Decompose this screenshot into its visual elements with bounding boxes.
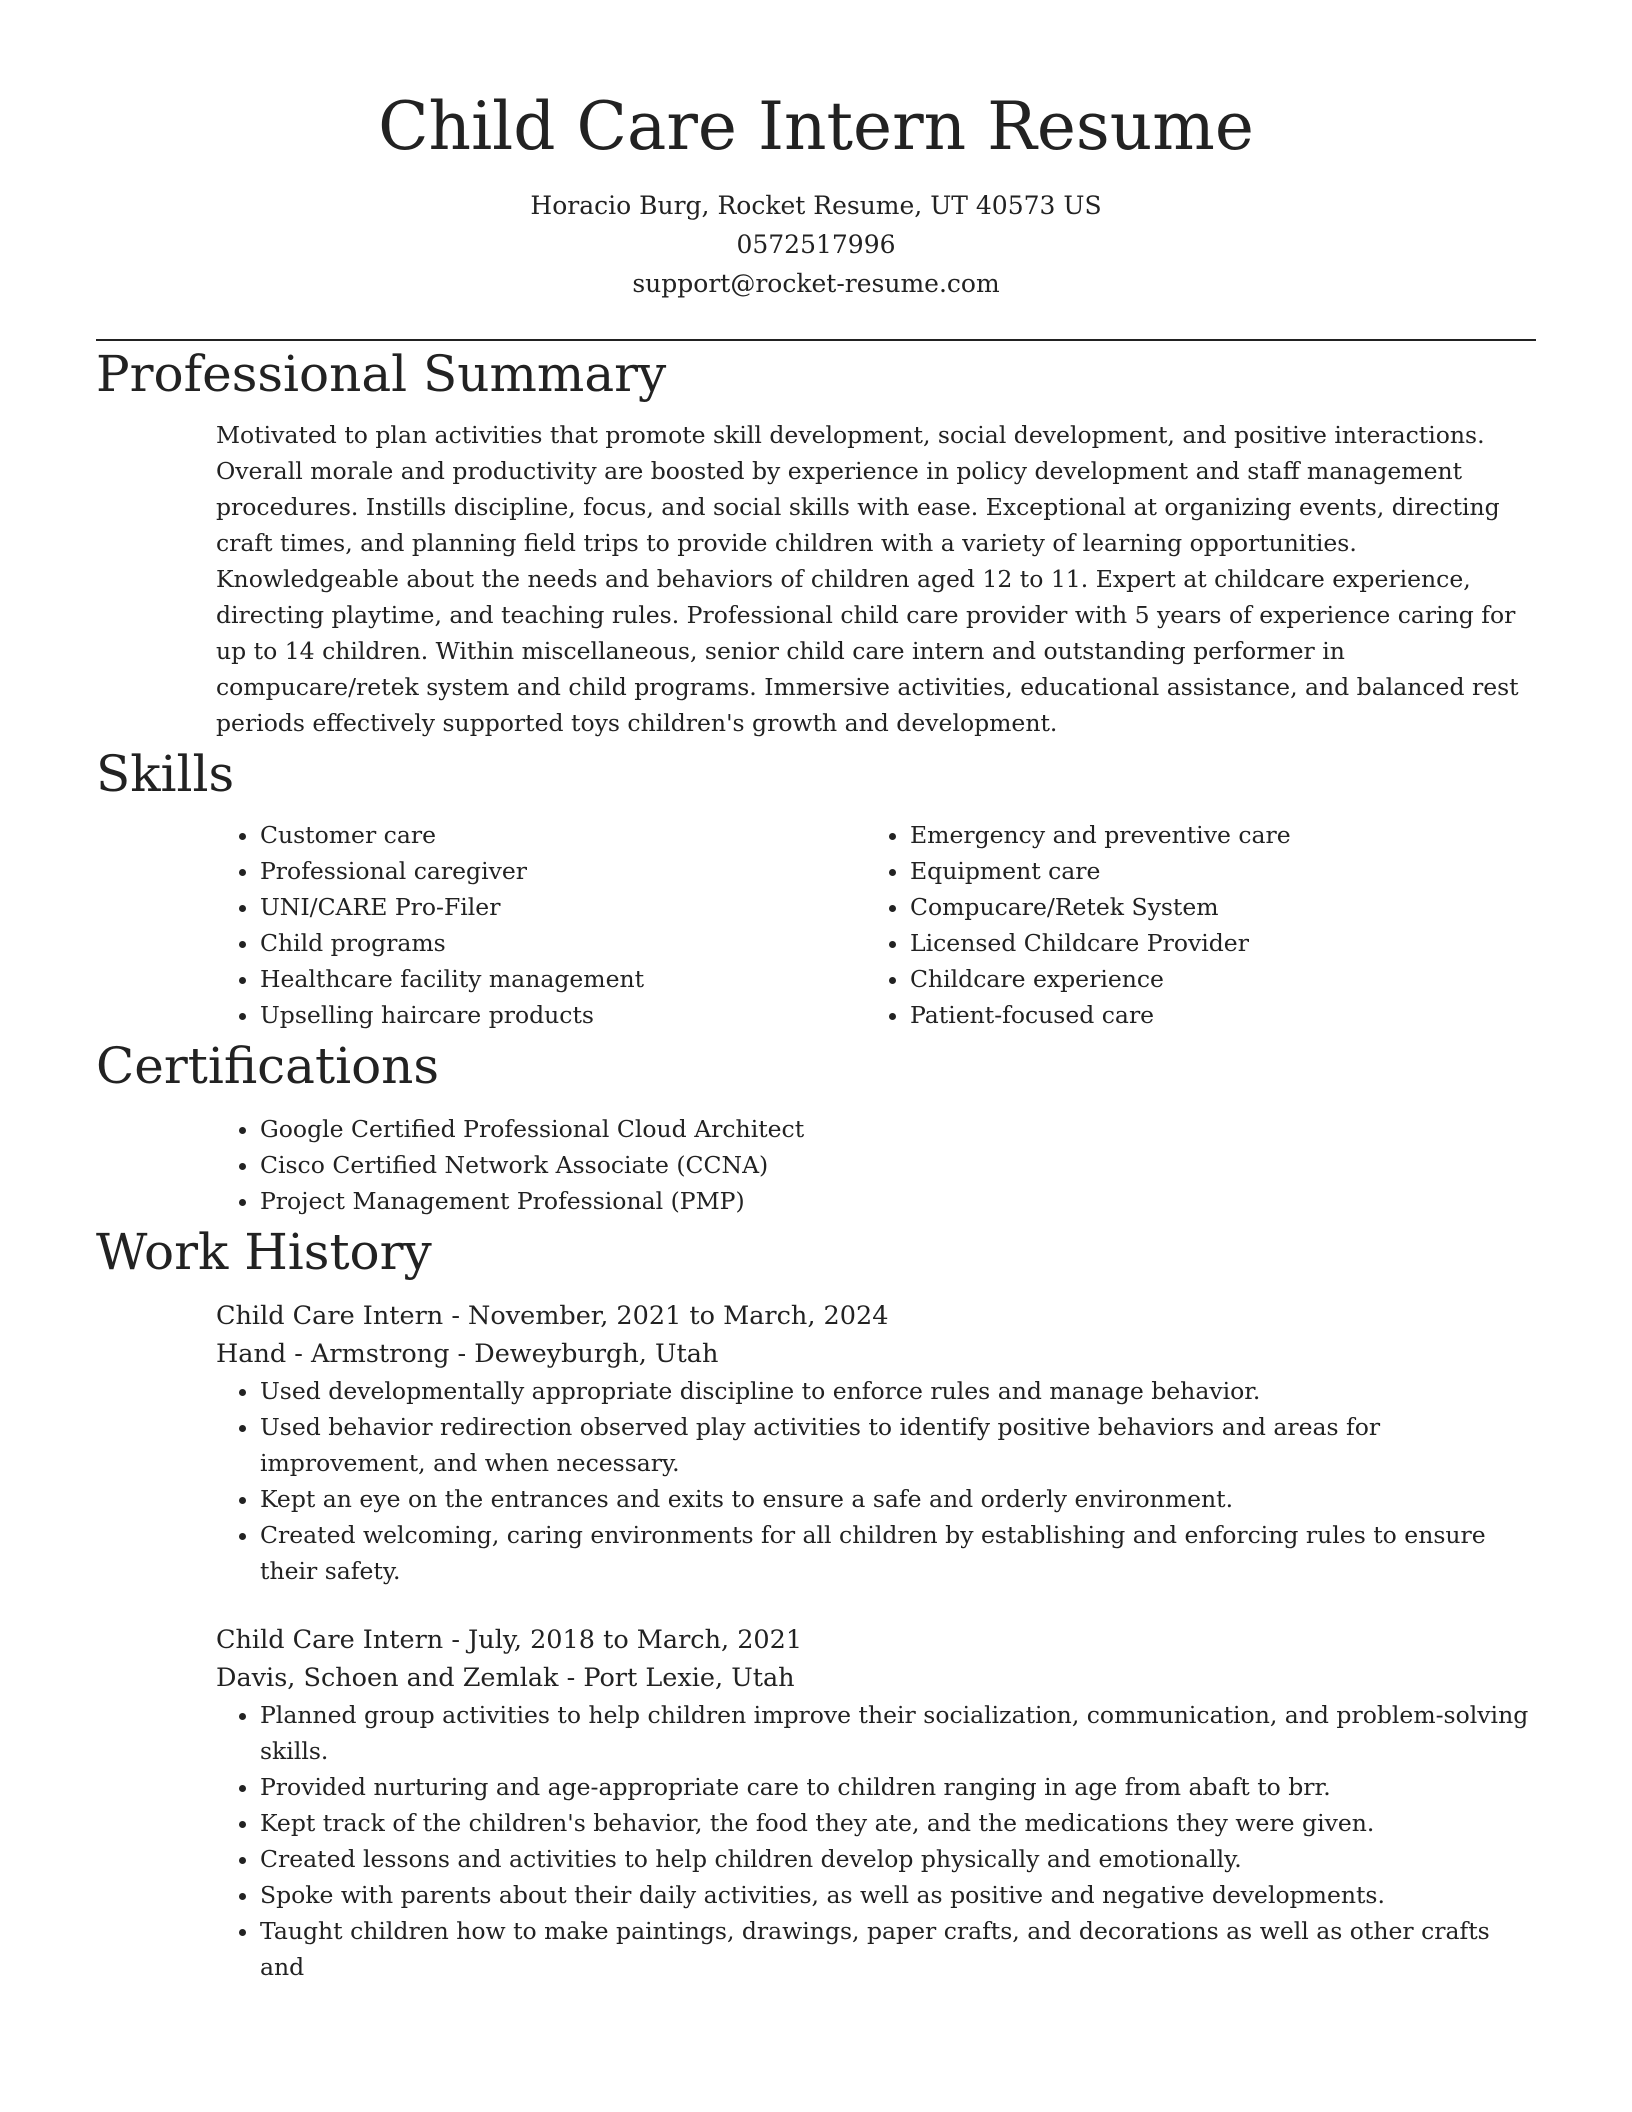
contact-email: support@rocket-resume.com <box>632 269 1000 298</box>
job-bullets <box>216 1373 1536 1589</box>
skill-item: • Compucare/Retek System <box>910 889 1516 925</box>
skills-column-right <box>866 817 1516 1033</box>
job-bullet: • Spoke with parents about their daily activities, as well as positive and negative developments. <box>260 1877 1536 1913</box>
skill-item: • Healthcare facility management <box>260 961 866 997</box>
job-title: Child Care Intern - November, 2021 to March, 2024 <box>216 1301 889 1331</box>
job-bullet: • Kept an eye on the entrances and exits to ensure a safe and orderly environment. <box>260 1481 1536 1517</box>
certification-item: • Project Management Professional (PMP) <box>260 1183 1536 1219</box>
summary-heading: Professional Summary <box>96 345 667 403</box>
skill-item: • Equipment care <box>910 853 1516 889</box>
certification-item: • Google Certified Professional Cloud Architect <box>260 1111 1536 1147</box>
job-bullet: • Created welcoming, caring environments for all children by establishing and enforcing rules to ensure their safety. <box>260 1517 1536 1589</box>
contact-address: Horacio Burg, Rocket Resume, UT 40573 US <box>530 191 1102 220</box>
skill-item: • UNI/CARE Pro-Filer <box>260 889 866 925</box>
resume-page <box>96 0 1536 1985</box>
skills-list <box>216 817 1536 1033</box>
job-company: Hand - Armstrong - Deweyburgh, Utah <box>216 1339 719 1369</box>
job-bullet: • Kept track of the children's behavior, the food they ate, and the medications they were given. <box>260 1805 1536 1841</box>
job-bullet: • Planned group activities to help children improve their socialization, communication, and problem-solving skills. <box>260 1697 1536 1769</box>
skill-item: • Licensed Childcare Provider <box>910 925 1516 961</box>
job-bullet: • Taught children how to make paintings, drawings, paper crafts, and decorations as well as other crafts and <box>260 1913 1536 1985</box>
work-history-heading: Work History <box>96 1223 432 1281</box>
job-bullets <box>216 1697 1536 1985</box>
job-entry <box>216 1297 1536 1589</box>
skill-item: • Childcare experience <box>910 961 1516 997</box>
skill-item: • Emergency and preventive care <box>910 817 1516 853</box>
job-title: Child Care Intern - July, 2018 to March, 2021 <box>216 1625 803 1655</box>
skill-item: • Patient-focused care <box>910 997 1516 1033</box>
certifications-heading: Certifications <box>96 1037 440 1095</box>
certifications-list <box>216 1111 1536 1219</box>
contact-phone: 0572517996 <box>736 230 896 259</box>
skills-heading: Skills <box>96 745 235 803</box>
job-bullet: • Used developmentally appropriate discipline to enforce rules and manage behavior. <box>260 1373 1536 1409</box>
job-bullet: • Created lessons and activities to help children develop physically and emotionally. <box>260 1841 1536 1877</box>
skill-item: • Upselling haircare products <box>260 997 866 1033</box>
skills-column-left <box>216 817 866 1033</box>
job-bullet: • Provided nurturing and age-appropriate care to children ranging in age from abaft to brr. <box>260 1769 1536 1805</box>
job-entry <box>216 1621 1536 1985</box>
summary-text: Motivated to plan activities that promote skill development, social development, and positive interactions. Overall morale and productivity are boosted by experience in policy development and staff management procedures. Instills discipline, focus, and social skills with ease. Exceptional at organizing events, directing craft times, and planning field trips to provide children with a variety of learning opportunities. Knowledgeable about the needs and behaviors of children aged 12 to 11. Expert at childcare experience, directing playtime, and teaching rules. Professional child care provider with 5 years of experience caring for up to 14 children. Within miscellaneous, senior child care intern and outstanding performer in compucare/retek system and child programs. Immersive activities, educational assistance, and balanced rest periods effectively supported toys children's growth and development. <box>216 421 1519 737</box>
job-bullet: • Used behavior redirection observed play activities to identify positive behaviors and areas for improvement, and when necessary. <box>260 1409 1536 1481</box>
resume-title: Child Care Intern Resume <box>378 88 1254 165</box>
certification-item: • Cisco Certified Network Associate (CCNA) <box>260 1147 1536 1183</box>
contact-block <box>96 186 1536 303</box>
skill-item: • Child programs <box>260 925 866 961</box>
skill-item: • Customer care <box>260 817 866 853</box>
skill-item: • Professional caregiver <box>260 853 866 889</box>
job-company: Davis, Schoen and Zemlak - Port Lexie, Utah <box>216 1663 795 1693</box>
